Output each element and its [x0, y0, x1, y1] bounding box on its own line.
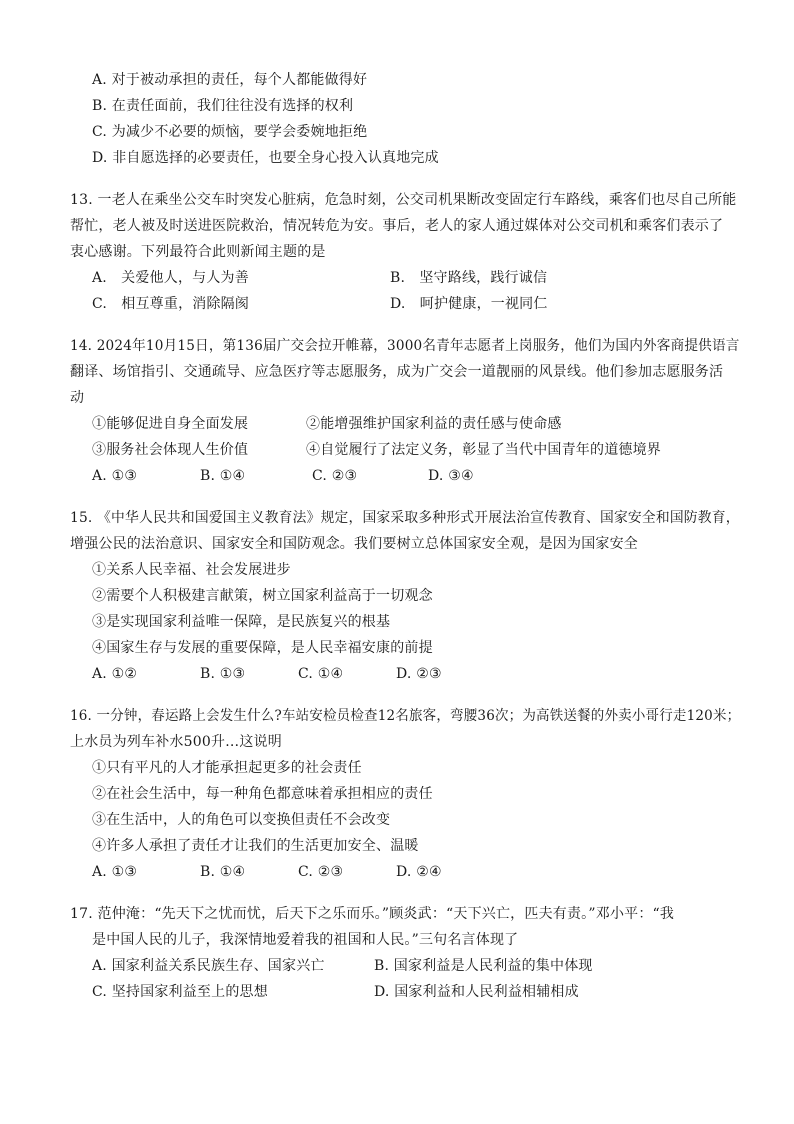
q16-statement-4: ④许多人承担了责任才让我们的生活更加安全、温暖	[92, 838, 419, 854]
q16-stem-line-2: 上水员为列车补水500升…这说明	[70, 734, 282, 750]
q13-option-b: B. 坚守路线，践行诚信	[390, 270, 548, 286]
q13-stem-line-1: 13. 一老人在乘坐公交车时突发心脏病，危急时刻，公交司机果断改变固定行车路线，乘客们也尽自己所能	[70, 192, 737, 208]
q15-option-c: C. ①④	[298, 666, 344, 682]
q15-stem-line-2: 增强公民的法治意识、国家安全和国防观念。我们要树立总体国家安全观，是因为国家安全	[70, 536, 638, 552]
q16-option-a: A. ①③	[92, 864, 138, 880]
q16-statement-1: ①只有平凡的人才能承担起更多的社会责任	[92, 760, 362, 776]
q12-option-a: A. 对于被动承担的责任，每个人都能做得好	[92, 72, 368, 88]
q15-option-a: A. ①②	[92, 666, 138, 682]
q12-option-d: D. 非自愿选择的必要责任，也要全身心投入认真地完成	[92, 150, 439, 166]
q14-stem-line-2: 翻译、场馆指引、交通疏导、应急医疗等志愿服务，成为广交会一道靓丽的风景线。他们参加志愿服务活	[70, 364, 724, 380]
q15-stem-line-1: 15. 《中华人民共和国爱国主义教育法》规定，国家采取多种形式开展法治宣传教育、国家安全和国防教育，	[70, 510, 740, 526]
q16-option-c: C. ②③	[298, 864, 344, 880]
q15-option-b: B. ①③	[200, 666, 246, 682]
q13-option-c: C. 相互尊重，消除隔阂	[92, 296, 250, 312]
q14-stem-line-1: 14. 2024年10月15日，第136届广交会拉开帷幕，3000名青年志愿者上岗服务，他们为国内外客商提供语言	[70, 338, 740, 354]
q13-stem-line-3: 衷心感谢。下列最符合此则新闻主题的是	[70, 244, 326, 260]
q16-stem-line-1: 16. 一分钟，春运路上会发生什么?车站安检员检查12名旅客，弯腰36次；为高铁送餐的外卖小哥行走120米；	[70, 708, 741, 724]
q16-statement-2: ②在社会生活中，每一种角色都意味着承担相应的责任	[92, 786, 433, 802]
q15-statement-1: ①关系人民幸福、社会发展进步	[92, 562, 291, 578]
q14-option-a: A. ①③	[92, 468, 138, 484]
q16-option-d: D. ②④	[396, 864, 442, 880]
q14-statement-3: ③服务社会体现人生价值	[92, 442, 249, 458]
q17-stem-line-1: 17. 范仲淹：“先天下之忧而忧，后天下之乐而乐。”顾炎武：“天下兴亡，匹夫有责。”邓小平：“我	[70, 906, 675, 922]
q12-option-c: C. 为减少不必要的烦恼，要学会委婉地拒绝	[92, 124, 368, 140]
q17-stem-line-2: 是中国人民的儿子，我深情地爱着我的祖国和人民。”三句名言体现了	[92, 932, 519, 948]
q13-option-a: A. 关爱他人，与人为善	[92, 270, 249, 286]
q14-stem-line-3: 动	[70, 390, 85, 406]
q17-option-b: B. 国家利益是人民利益的集中体现	[374, 958, 593, 974]
q17-option-a: A. 国家利益关系民族生存、国家兴亡	[92, 958, 325, 974]
q15-statement-2: ②需要个人积极建言献策，树立国家利益高于一切观念	[92, 588, 433, 604]
q15-statement-4: ④国家生存与发展的重要保障，是人民幸福安康的前提	[92, 640, 433, 656]
q15-statement-3: ③是实现国家利益唯一保障，是民族复兴的根基	[92, 614, 391, 630]
q16-option-b: B. ①④	[200, 864, 246, 880]
q13-stem-line-2: 帮忙，老人被及时送进医院救治，情况转危为安。事后，老人的家人通过媒体对公交司机和乘客们表示了	[70, 218, 724, 234]
q14-statement-1: ①能够促进自身全面发展	[92, 416, 249, 432]
q14-statement-4: ④自觉履行了法定义务，彰显了当代中国青年的道德境界	[306, 442, 661, 458]
q14-option-d: D. ③④	[428, 468, 474, 484]
q16-statement-3: ③在生活中，人的角色可以变换但责任不会改变	[92, 812, 391, 828]
q14-option-c: C. ②③	[312, 468, 358, 484]
q14-statement-2: ②能增强维护国家利益的责任感与使命感	[306, 416, 562, 432]
q12-option-b: B. 在责任面前，我们往往没有选择的权利	[92, 98, 354, 114]
q14-option-b: B. ①④	[200, 468, 246, 484]
q13-option-d: D. 呵护健康，一视同仁	[390, 296, 548, 312]
q17-option-c: C. 坚持国家利益至上的思想	[92, 984, 268, 1000]
q17-option-d: D. 国家利益和人民利益相辅相成	[374, 984, 579, 1000]
q15-option-d: D. ②③	[396, 666, 442, 682]
